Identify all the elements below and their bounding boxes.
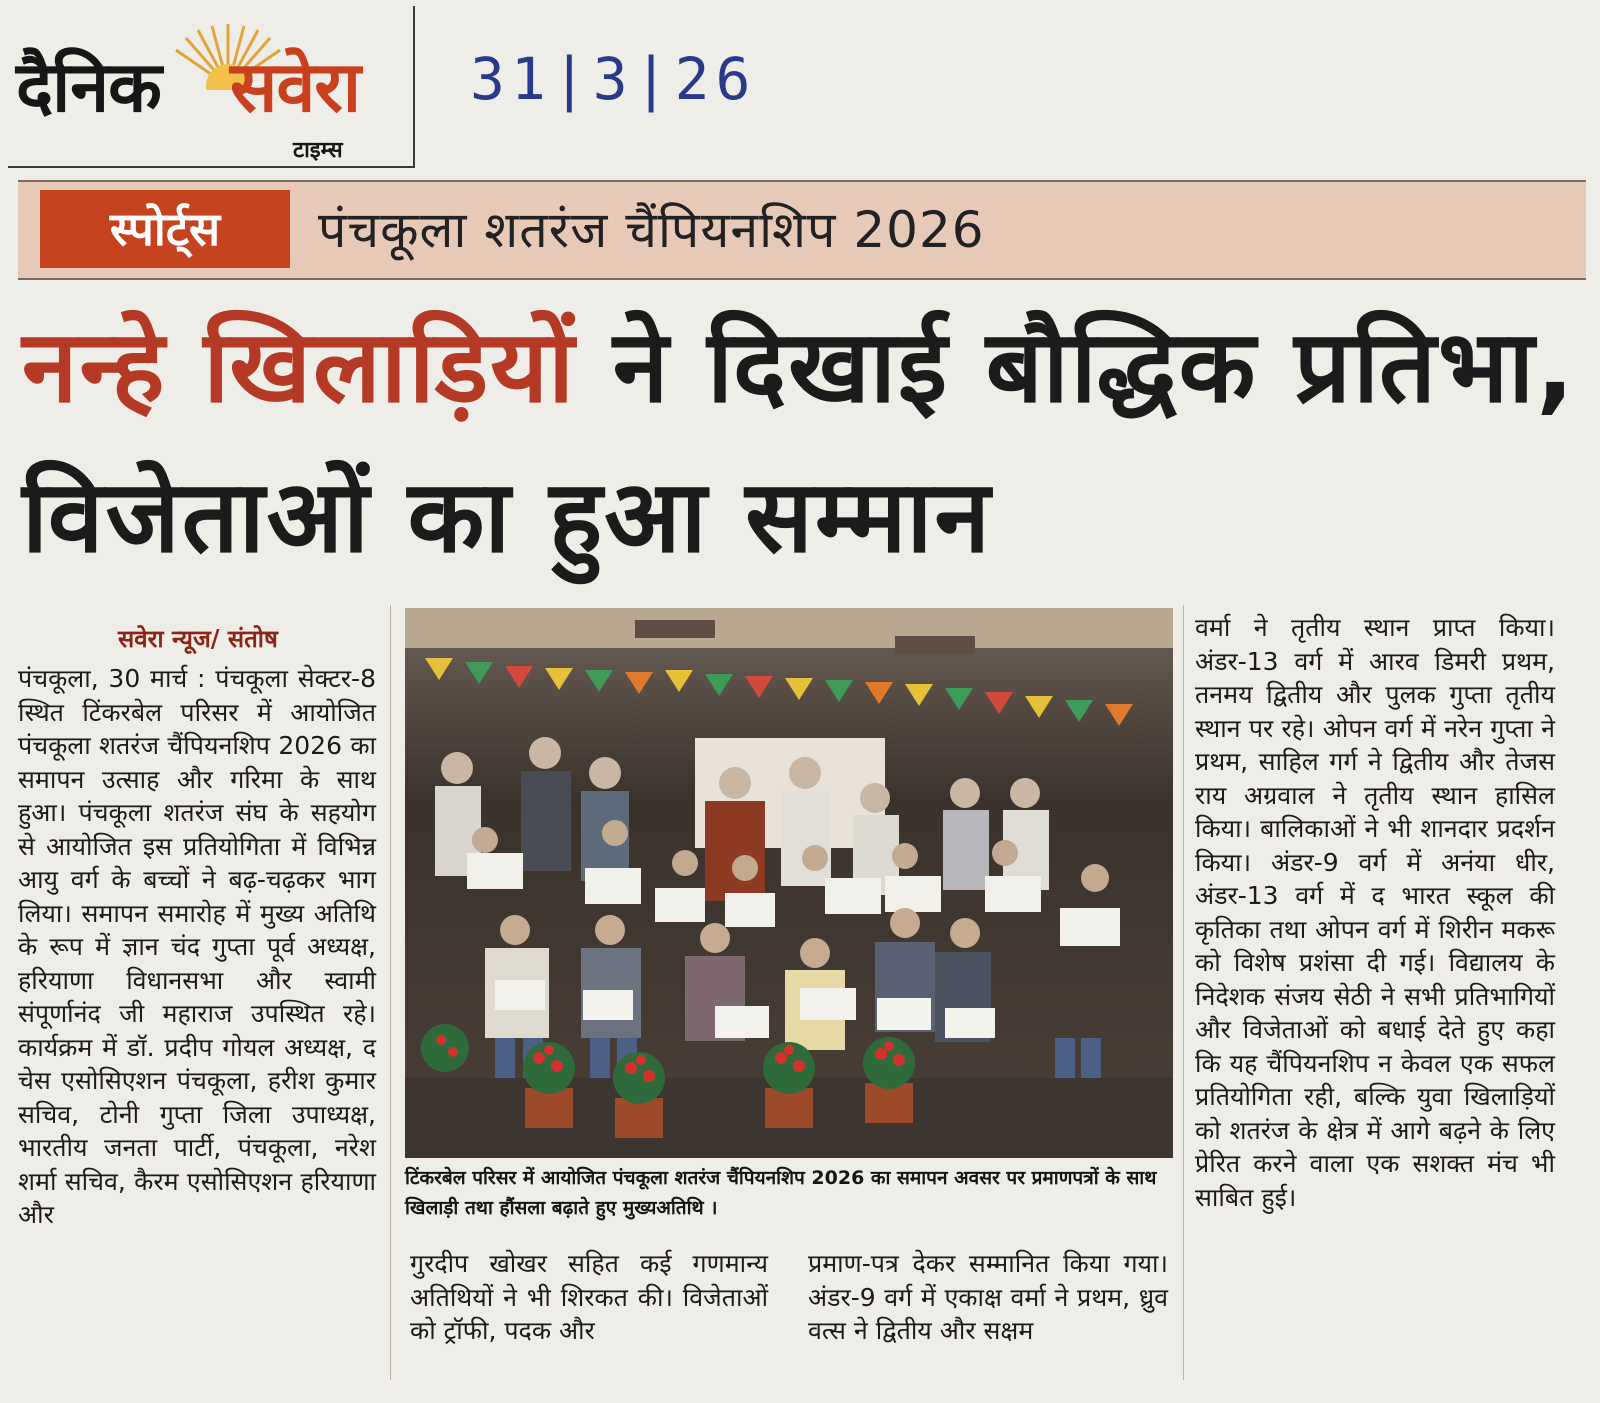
column-divider bbox=[1183, 605, 1184, 1380]
masthead-name-dainik: दैनिक bbox=[16, 45, 161, 128]
article-column-4: वर्मा ने तृतीय स्थान प्राप्त किया। अंडर-13 वर्ग में आरव डिमरी प्रथम, तनमय द्वितीय और पुलक गुप्ता तृतीय स्थान पर रहे। ओपन वर्ग में नरेन गुप्ता ने प्रथम, साहिल गर्ग ने द्वितीय और तेजस राय अग्रवाल ने तृतीय स्थान हासिल किया। बालिकाओं ने भी शानदार प्रदर्शन किया। अंडर-9 वर्ग में अनंया धीर, अंडर-13 वर्ग में द भारत स्कूल की कृतिका तथा ओपन वर्ग में शिरीन मकरू को विशेष प्रशंसा दी गई। विद्यालय के निदेशक संजय सेठी ने सभी प्रतिभागियों और विजेताओं को बधाई देते हुए कहा कि यह चैंपियनशिप न केवल एक सफल प्रतियोगिता रही, बल्कि युवा खिलाड़ियों को शतरंज के क्षेत्र में आगे बढ़ने के लिए प्रेरित करने वाला एक सशक्त मंच भी साबित हुई। bbox=[1195, 613, 1555, 1212]
section-title: पंचकूला शतरंज चैंपियनशिप 2026 bbox=[318, 201, 985, 259]
group-photo-illustration bbox=[405, 608, 1173, 1158]
masthead-logo bbox=[8, 6, 415, 168]
photo-caption: टिंकरबेल परिसर में आयोजित पंचकूला शतरंज चैंपियनशिप 2026 का समापन अवसर पर प्रमाणपत्रों के साथ खिलाड़ी तथा हौंसला बढ़ाते हुए मुख्यअतिथि । bbox=[405, 1167, 1157, 1219]
headline bbox=[22, 292, 1582, 592]
byline: सवेरा न्यूज/ संतोष bbox=[118, 624, 278, 653]
group-photo bbox=[405, 608, 1173, 1158]
masthead-name-savera: सवेरा bbox=[230, 45, 360, 128]
column-divider bbox=[390, 605, 391, 1380]
handwritten-date: 31|3|26 bbox=[470, 45, 757, 113]
headline-red-part: नन्हे खिलाड़ियों bbox=[22, 308, 577, 425]
section-band bbox=[18, 180, 1586, 280]
headline-dark-part: ने दिखाई बौद्धिक प्रतिभा, विजेताओं का हुआ सम्मान bbox=[22, 308, 1577, 575]
masthead-name-times: टाइम्स bbox=[293, 138, 343, 163]
section-tag: स्पोर्ट्स bbox=[40, 190, 290, 268]
article-column-2: गुरदीप खोखर सहित कई गणमान्य अतिथियों ने भी शिरकत की। विजेताओं को ट्रॉफी, पदक और bbox=[410, 1249, 768, 1345]
article-column-3: प्रमाण-पत्र देकर सम्मानित किया गया। अंडर-9 वर्ग में एकाक्ष वर्मा ने प्रथम, ध्रुव वत्स ने द्वितीय और सक्षम bbox=[808, 1249, 1168, 1345]
article-column-1: पंचकूला, 30 मार्च : पंचकूला सेक्टर-8 स्थित टिंकरबेल परिसर में आयोजित पंचकूला शतरंज चैंपियनशिप 2026 का समापन उत्साह और गरिमा के साथ हुआ। पंचकूला शतरंज संघ के सहयोग से आयोजित इस प्रतियोगिता में विभिन्न आयु वर्ग के बच्चों ने बढ़-चढ़कर भाग लिया। समापन समारोह में मुख्य अतिथि के रूप में ज्ञान चंद गुप्ता पूर्व अध्यक्ष, हरियाणा विधानसभा और स्वामी संपूर्णानंद जी महाराज उपस्थित रहे। कार्यक्रम में डॉ. प्रदीप गोयल अध्यक्ष, द चेस एसोसिएशन पंचकूला, हरीश कुमार सचिव, टोनी गुप्ता जिला उपाध्यक्ष, भारतीय जनता पार्टी, पंचकूला, नरेश शर्मा सचिव, कैरम एसोसिएशन हरियाणा और bbox=[18, 664, 376, 1229]
